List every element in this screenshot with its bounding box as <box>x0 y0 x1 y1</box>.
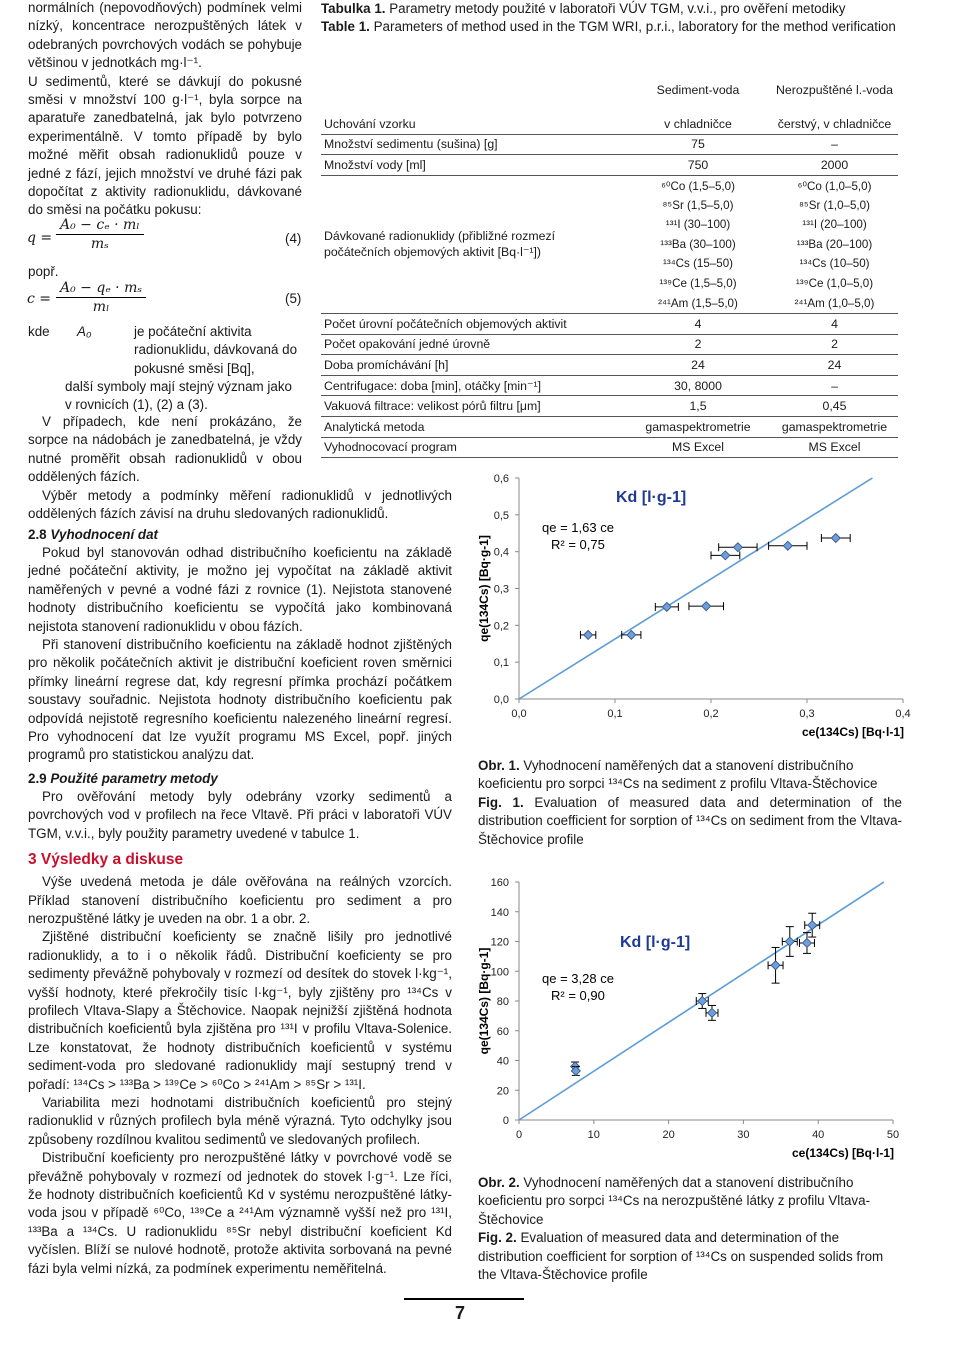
equation-5-numerator: A₀ − qₑ · mₛ <box>56 280 146 298</box>
table-1-caption-cz <box>321 0 901 18</box>
row-value-suspended: – <box>771 134 898 155</box>
table-1-title-en: Parameters of method used in the TGM WRI, p.r.i., laboratory for the method verification <box>373 19 896 35</box>
table-row <box>321 134 898 155</box>
y-tick-label: 0,6 <box>493 473 509 485</box>
row-value-suspended: 2000 <box>771 155 898 176</box>
dose-label: Dávkované radionuklidy (přibližné rozmezí počátečních objemových aktivit [Bq·l⁻¹]) <box>321 175 625 313</box>
figure-1-caption-en <box>478 794 902 849</box>
section-2-9-heading <box>28 769 452 788</box>
table-header-empty <box>321 78 625 102</box>
table-row <box>321 375 898 396</box>
table-row <box>321 355 898 376</box>
symbol-a0: A₀ <box>77 324 92 339</box>
table-row <box>321 313 898 334</box>
paragraph-vessels: V případech, kde není prokázáno, že sorpce na nádobách je zanedbatelná, je vždy nutné proměřit obsah radionuklidů v obou oddělených fázích. <box>28 414 302 485</box>
row-label: Uchování vzorku <box>321 114 625 134</box>
other-symbols-note: další symboly mají stejný význam jako v rovnicích (1), (2) a (3). <box>65 379 292 413</box>
paragraph-3-d: Distribuční koeficienty pro nerozpuštěné látky v povrchové vodě se převážně pohybovaly v rozmezí od jednotek do stovek l·g⁻¹. Lze říci, že hodnoty distribučních koeficientů Kd v systému nerozpuštěné látky-voda jsou v případě ⁶⁰Co, ¹³⁹Ce a ²⁴¹Am významně vyšší než pro ¹³¹I, ¹³³Ba a ¹³⁴Cs. U radionuklidu ⁸⁵Sr nebyl distribuční koeficient Kd vyčíslen. Blíží se nulové hodnotě, protože aktivita sorbovaná na pevné fázi byla velmi nízká, za podmínek experimentu neměřitelná. <box>28 1150 452 1276</box>
equation-5-number: (5) <box>285 291 302 306</box>
section-2-9-title: Použité parametry metody <box>50 770 218 786</box>
row-label: Množství sedimentu (sušina) [g] <box>321 134 625 155</box>
row-label: Doba promíchávání [h] <box>321 355 625 376</box>
figure-2-caption-en <box>478 1229 902 1284</box>
figure-1-text-cz: Vyhodnocení naměřených dat a stanovení distribučního koeficientu pro sorpci ¹³⁴Cs na sediment z profilu Vltava-Štěchovice <box>478 758 878 792</box>
data-point <box>831 534 840 543</box>
row-value-sediment: MS Excel <box>625 437 771 458</box>
x-tick-label: 40 <box>812 1129 825 1141</box>
row-value-suspended: – <box>771 375 898 396</box>
x-tick-label: 50 <box>886 1129 900 1141</box>
y-tick-label: 40 <box>496 1055 509 1068</box>
x-tick-label: 0,4 <box>895 708 911 720</box>
data-point <box>584 630 593 639</box>
paragraph-2-8-b: Při stanovení distribučního koeficientu na základě hodnot zjištěných pro několik počátečních aktivit je distribuční koeficient roven směrnici přímky lineární regrese dat, kdy regresní přímka prochází počátkem soustavy souřadnic. Nejistota hodnoty distribučního koeficientu pak odpovídá nejistotě regresního koeficientu nalezeného lineární regresí. Pro vyhodnocení dat lze využít programu MS Excel, popř. jiných programů pro statistickou analýzu dat. <box>28 637 452 763</box>
equation-5-lhs: c = <box>27 291 52 307</box>
row-value-sediment: v chladničce <box>625 114 771 134</box>
table-header-row <box>321 78 898 102</box>
spacer-cell <box>321 102 898 114</box>
y-tick-label: 20 <box>496 1085 509 1098</box>
row-value-sediment: 750 <box>625 155 771 176</box>
sections-column <box>28 525 452 1278</box>
x-tick-label: 30 <box>737 1129 750 1141</box>
y-tick-label: 140 <box>490 906 509 919</box>
y-tick-label: 160 <box>490 877 509 889</box>
y-tick-label: 100 <box>490 966 509 979</box>
dose-value-suspended: ²⁴¹Am (1,0–5,0) <box>771 293 898 313</box>
row-value-sediment: 30, 8000 <box>625 375 771 396</box>
figure-1-label-en: Fig. 1. <box>478 794 524 810</box>
label-popr: popř. <box>28 264 59 279</box>
row-value-suspended: 4 <box>771 313 898 334</box>
y-tick-label: 0,4 <box>493 546 509 559</box>
table-row <box>321 416 898 437</box>
regression-equation: qe = 1,63 ce <box>542 520 614 535</box>
row-value-suspended: 2 <box>771 334 898 355</box>
row-value-suspended: gamaspektrometrie <box>771 416 898 437</box>
table-row <box>321 334 898 355</box>
dose-value-sediment: ⁶⁰Co (1,5–5,0) <box>661 179 735 193</box>
row-value-sediment: 2 <box>625 334 771 355</box>
row-value-sediment: 4 <box>625 313 771 334</box>
dose-value-suspended: ⁶⁰Co (1,0–5,0) <box>797 179 872 193</box>
row-value-suspended: čerstvý, v chladničce <box>771 114 898 134</box>
y-tick-label: 0,3 <box>493 583 509 596</box>
dose-value-suspended: ¹³³Ba (20–100) <box>796 237 873 251</box>
y-axis-label: qe(134Cs) [Bq·g-1] <box>477 535 491 642</box>
paragraph-2-8-a: Pokud byl stanovován odhad distribučního koeficientu na základě jedné počáteční aktivity, je možno jej vypočítat na základě aktivit naměřených v pevné a vodné fázi z rovnice (1). Nejistota stanovené hodnoty distribučního koeficientu se vypočítá jako kombinovaná nejistota stanovení radionuklidu v obou fázích. <box>28 545 452 634</box>
x-tick-label: 20 <box>662 1129 675 1141</box>
section-2-8-heading <box>28 525 452 544</box>
data-point <box>707 1008 716 1017</box>
data-point <box>721 551 730 560</box>
x-tick-label: 0,3 <box>799 708 815 720</box>
table-row <box>321 114 898 134</box>
figure-1-text-en: Evaluation of measured data and determination of the distribution coefficient for sorption of ¹³⁴Cs on sediment from the Vltava-Štěchovice profile <box>478 794 902 847</box>
y-tick-label: 0 <box>502 1115 509 1127</box>
dose-value-sediment: ¹³³Ba (30–100) <box>660 237 736 251</box>
y-tick-label: 80 <box>496 996 509 1008</box>
row-label: Množství vody [ml] <box>321 155 625 176</box>
x-tick-label: 0 <box>515 1129 523 1141</box>
y-axis-label: qe(134Cs) [Bq·g-1] <box>477 947 491 1055</box>
section-2-9-number: 2.9 <box>28 770 47 786</box>
data-point <box>808 921 817 930</box>
paragraph-3-b: Zjištěné distribuční koeficienty se značně lišily pro jednotlivé radionuklidy, a to i o několik řádů. Distribuční koeficienty se pro sedimenty převážně pohybovaly v rozmezí od desítek do stovek l·kg⁻¹, vyšší hodnoty, které překročily tisíc l·kg⁻¹, byly zjištěny pro ¹³⁴Cs v profilech Vltava-Slapy a Štěchovice. Naopak nejnižší zjištěná hodnota distribučních koeficientů byla zjištěna pro ¹³¹I v profilu Vltava-Solenice. Lze konstatovat, že hodnoty distribučních koeficientů v systému sediment-voda pro sledované radionuklidy mají sestupný trend v pořadí: ¹³⁴Cs > ¹³³Ba > ¹³⁹Ce > ⁶⁰Co > ²⁴¹Am > ⁸⁵Sr > ¹³¹I. <box>28 929 452 1092</box>
row-value-suspended: 0,45 <box>771 396 898 417</box>
data-point <box>733 543 742 552</box>
table-row <box>321 396 898 417</box>
row-value-sediment: 24 <box>625 355 771 376</box>
figure-2-label-cz: Obr. 2. <box>478 1175 520 1190</box>
data-point <box>771 961 780 970</box>
table-rows-a <box>321 114 898 175</box>
x-tick-label: 0,2 <box>703 708 719 720</box>
paragraph-sediment: U sedimentů, které se dávkují do pokusné směsi v množství 100 g·l⁻¹, byla sorpce na aparatuře zanedbatelná, jak bylo potvrzeno experimentálně. V tomto případě by bylo možné měřit obsah radionuklidů pouze v jedné z fází, jejich množství ve druhé fázi pak dopočítat z aktivity radionuklidu, dávkované do směsi na počátku pokusu: <box>28 73 302 218</box>
figure-1-label-cz: Obr. 1. <box>478 758 520 773</box>
row-value-sediment: gamaspektrometrie <box>625 416 771 437</box>
label-kde: kde <box>28 324 50 339</box>
dose-value-sediment: ¹³¹I (30–100) <box>665 218 731 232</box>
figure-1-chart <box>474 462 920 762</box>
x-axis-label: ce(134Cs) [Bq·l-1] <box>791 1146 895 1160</box>
row-label: Centrifugace: doba [min], otáčky [min⁻¹] <box>321 375 625 396</box>
r-squared: R² = 0,90 <box>551 988 605 1003</box>
figure-1-caption-cz <box>478 757 902 794</box>
full-width-line <box>28 487 452 524</box>
dose-value-sediment: ¹³⁴Cs (15–50) <box>662 257 734 271</box>
equation-4-number: (4) <box>285 231 302 246</box>
y-tick-label: 60 <box>496 1025 509 1038</box>
figure-1-caption <box>478 757 902 849</box>
x-tick-label: 10 <box>587 1129 600 1141</box>
equation-4-denominator: mₛ <box>90 236 109 252</box>
paragraph-3-a: Výše uvedená metoda je dále ověřována na reálných vzorcích. Příklad stanovení distribučního koeficientu pro sediment a pro nerozpuštěné látky je uveden na obr. 1 a obr. 2. <box>28 874 452 926</box>
kd-annotation: Kd [l·g-1] <box>620 934 691 951</box>
left-column <box>28 0 302 220</box>
data-point <box>802 938 811 947</box>
row-label: Analytická metoda <box>321 416 625 437</box>
table-1-label-en: Table 1. <box>321 19 370 35</box>
equation-5-fraction <box>56 280 146 315</box>
table-1-title-cz: Parametry metody použité v laboratoři VÚV TGM, v.v.i., pro ověření metodiky <box>389 1 846 16</box>
equation-4-lhs: q = <box>27 230 53 246</box>
table-row <box>321 437 898 458</box>
y-tick-label: 0,2 <box>493 620 509 633</box>
table-row <box>321 175 898 195</box>
paragraph-method-choice: Výběr metody a podmínky měření radionuklidů v jednotlivých oddělených fázích závisí na druhu sledovaných radionuklidů. <box>28 488 452 522</box>
row-value-sediment: 75 <box>625 134 771 155</box>
table-rows-dose <box>321 175 898 313</box>
equation-5-denominator: mₗ <box>92 299 110 315</box>
dose-value-sediment: ⁸⁵Sr (1,5–5,0) <box>662 198 734 212</box>
figure-2-text-cz: Vyhodnocení naměřených dat a stanovení distribučního koeficientu pro sorpci ¹³⁴Cs na nerozpuštěné látky z profilu Vltava-Štěchovice <box>478 1175 871 1227</box>
x-tick-label: 0,0 <box>511 708 527 720</box>
row-label: Vakuová filtrace: velikost pórů filtru [μm] <box>321 396 625 417</box>
dose-value-sediment: ¹³⁹Ce (1,5–5,0) <box>659 277 737 291</box>
table-header-suspended: Nerozpuštěné l.-voda <box>776 83 893 97</box>
left-column-body <box>28 413 302 487</box>
table-rows-b <box>321 313 898 457</box>
y-tick-label: 0,5 <box>493 509 509 522</box>
table-row <box>321 155 898 176</box>
dose-value-suspended: ¹³¹I (20–100) <box>802 218 867 232</box>
equation-4-fraction <box>56 217 144 252</box>
dose-value-suspended: ⁸⁵Sr (1,0–5,0) <box>799 198 870 212</box>
regression-line <box>519 478 872 699</box>
a0-description: je počáteční aktivita radionuklidu, dávkovaná do pokusné směsi [Bq], <box>134 324 298 376</box>
r-squared: R² = 0,75 <box>551 537 605 552</box>
y-tick-label: 0,1 <box>493 657 509 670</box>
figure-2-text-en: Evaluation of measured data and determination of the distribution coefficient for sorption of ¹³⁴Cs on suspended solids from the Vltava-Štěchovice profile <box>478 1230 884 1283</box>
y-tick-label: 120 <box>490 936 509 949</box>
row-label: Vyhodnocovací program <box>321 437 625 458</box>
data-point <box>627 630 636 639</box>
dose-value-suspended: ¹³⁹Ce (1,0–5,0) <box>795 277 874 291</box>
table-1-caption-en <box>321 18 901 36</box>
data-point <box>702 602 711 611</box>
paragraph-2-9: Pro ověřování metody byly odebrány vzorky sedimentů a povrchových vod v profilech na řece Vltavě. Při práci v laboratoři VÚV TGM, v.v.i., byly použity parametry uvedené v tabulce 1. <box>28 788 452 841</box>
dose-value-suspended: ¹³⁴Cs (10–50) <box>799 257 870 271</box>
row-value-suspended: 24 <box>771 355 898 376</box>
x-axis-label: ce(134Cs) [Bq·l-1] <box>801 725 905 739</box>
table-1-label-cz: Tabulka 1. <box>321 1 386 16</box>
table-1-caption <box>321 0 901 37</box>
y-tick-label: 0,0 <box>493 694 509 706</box>
section-3-heading: 3 Výsledky a diskuse <box>28 851 184 869</box>
section-2-8-title: Vyhodnocení dat <box>50 527 158 542</box>
regression-equation: qe = 3,28 ce <box>542 971 614 986</box>
row-label: Počet opakování jedné úrovně <box>321 334 625 355</box>
paragraph-intro: normálních (nepovodňových) podmínek velmi nízký, koncentrace nerozpuštěných látek v odebraných povrchových vodách se pohybuje většinou v jednotkách mg·l⁻¹. <box>28 0 302 71</box>
row-label: Počet úrovní počátečních objemových aktivit <box>321 313 625 334</box>
figure-2-caption-cz <box>478 1174 902 1229</box>
data-point <box>783 541 792 550</box>
section-2-8-number: 2.8 <box>28 527 47 542</box>
figure-2-chart <box>474 866 920 1166</box>
dose-value-sediment: ²⁴¹Am (1,5–5,0) <box>625 293 771 313</box>
figure-2-caption <box>478 1174 902 1284</box>
page-number: 7 <box>455 1303 466 1323</box>
page-number-rule <box>404 1298 524 1300</box>
row-value-suspended: MS Excel <box>771 437 898 458</box>
table-header-sediment: Sediment-voda <box>656 83 740 97</box>
equation-4-numerator: A₀ − cₑ · mₗ <box>56 217 144 235</box>
table-spacer <box>321 102 898 114</box>
row-value-sediment: 1,5 <box>625 396 771 417</box>
figure-2-label-en: Fig. 2. <box>478 1230 517 1246</box>
x-tick-label: 0,1 <box>607 708 623 720</box>
parameters-table <box>321 78 898 458</box>
kd-annotation: Kd [l·g-1] <box>616 489 687 506</box>
paragraph-3-c: Variabilita mezi hodnotami distribučních koeficientů pro stejný radionuklid v různých profilech byla méně výrazná. Tyto odchylky jsou způsobeny rozdílnou kvalitou sedimentů ve sledovaných profilech. <box>28 1094 452 1147</box>
